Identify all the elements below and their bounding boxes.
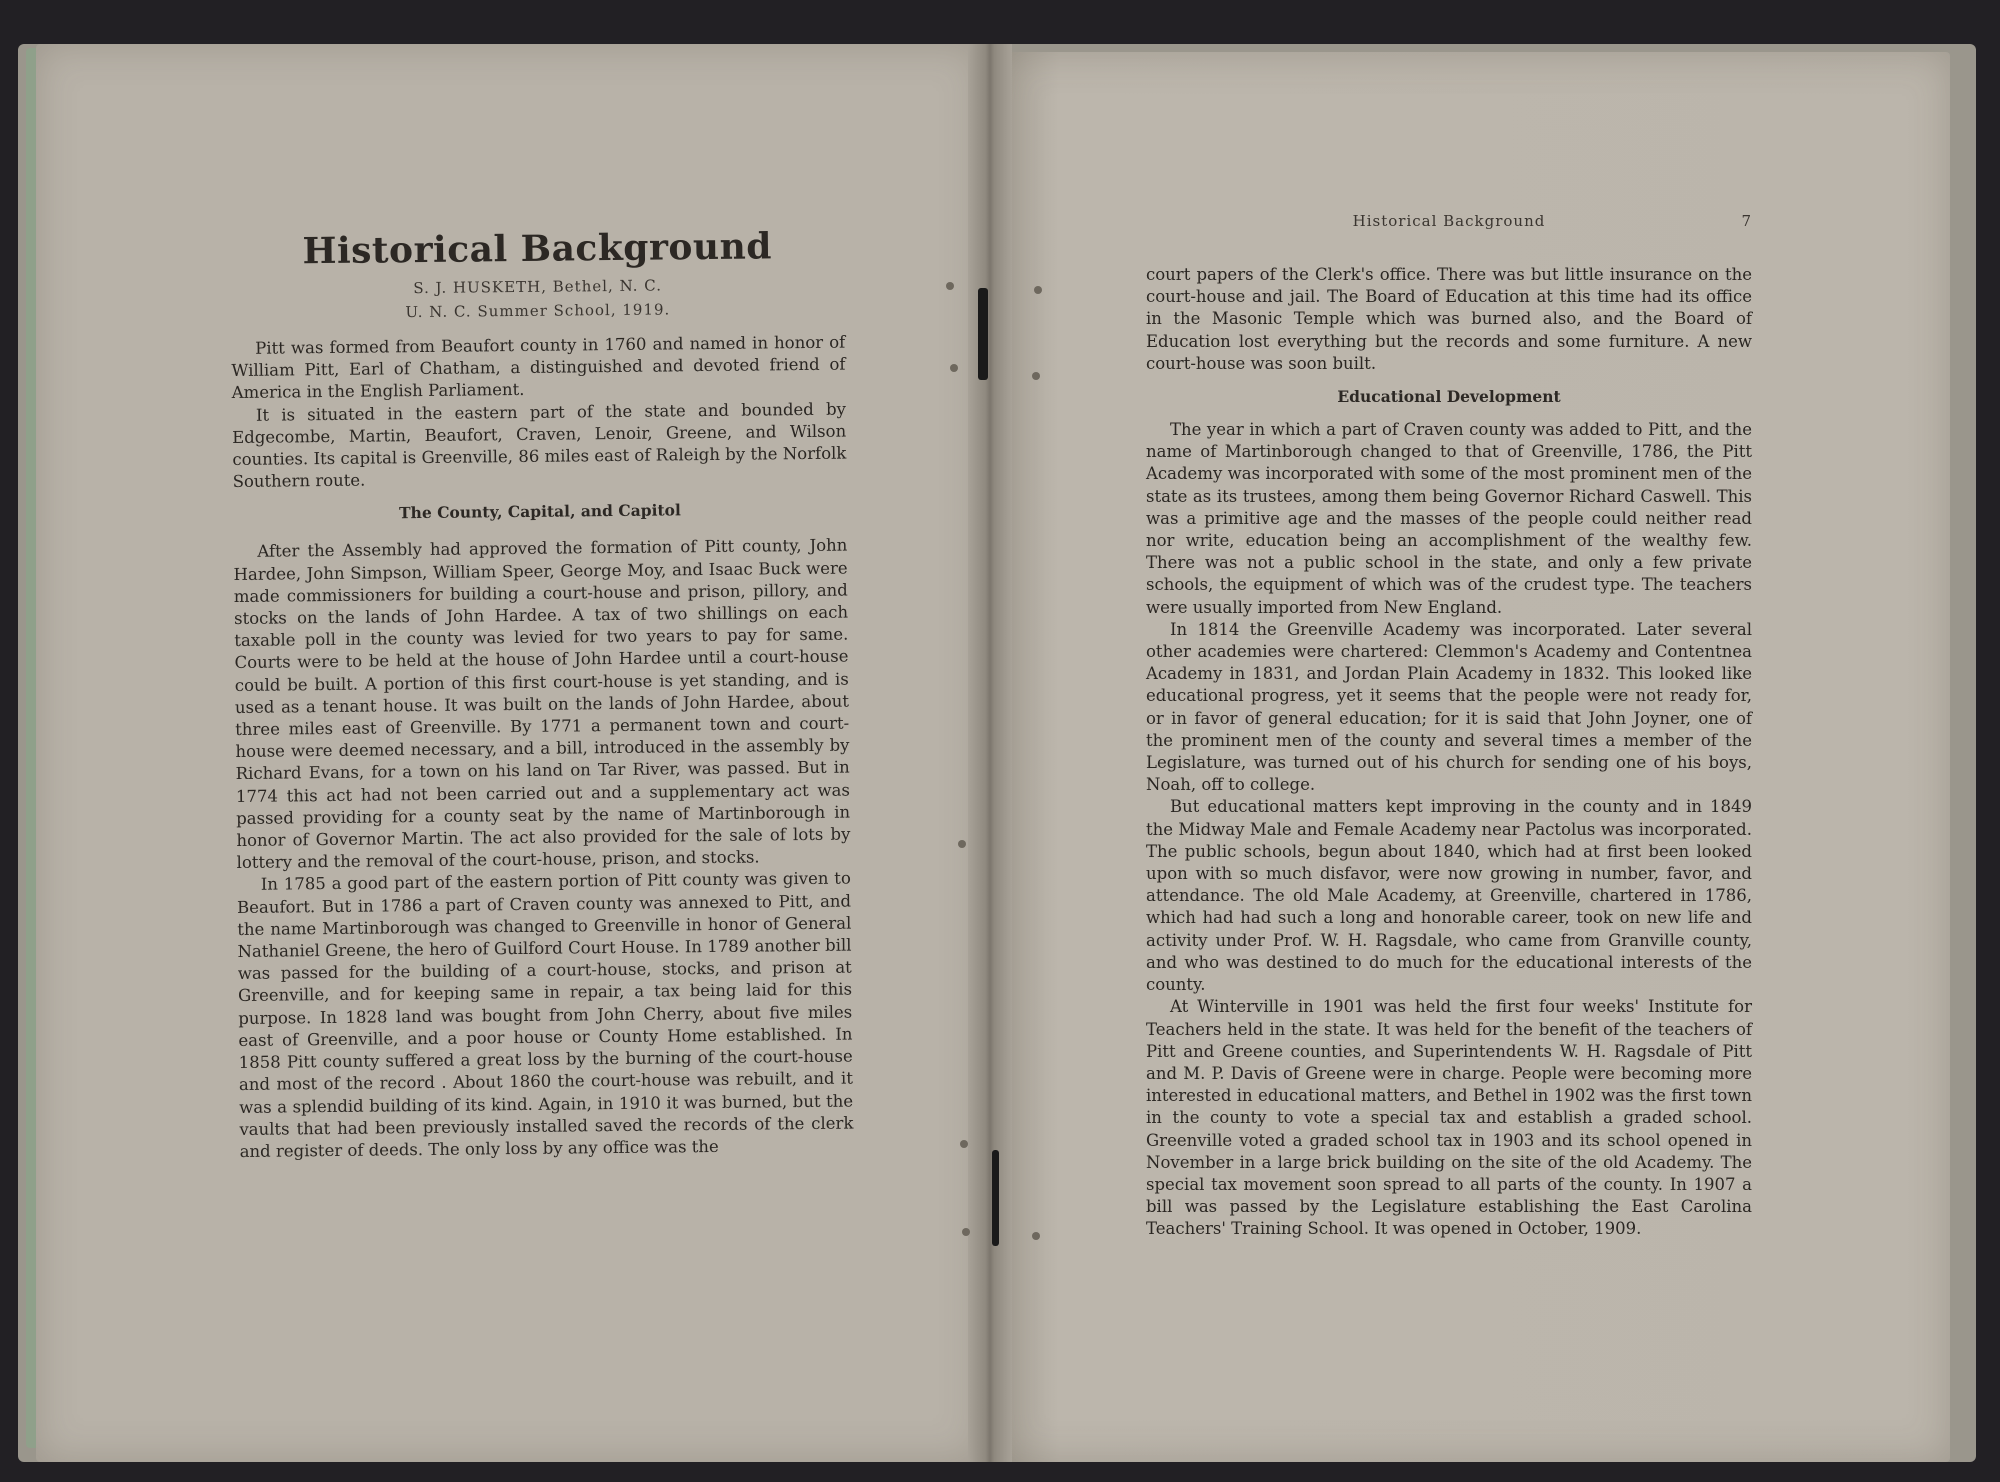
staple-bottom bbox=[992, 1150, 999, 1246]
stitch-hole bbox=[1032, 372, 1040, 380]
stitch-hole bbox=[1032, 1232, 1040, 1240]
body-paragraph: In 1814 the Greenville Academy was incorporated. Later several other academies were chartered: Clemmon's Academy and Contentnea Academy in 1831, and Jordan Plain Academy in 1832. This looked like educational progress, yet it seems that the people were not ready for, or in favor of general education; for it is said that John Joyner, one of the prominent men of the county and several times a member of the Legislature, was turned out of his church for sending one of his boys, Noah, off to college. bbox=[1146, 619, 1752, 795]
book-gutter bbox=[968, 44, 1012, 1462]
body-paragraph: After the Assembly had approved the formation of Pitt county, John Hardee, John Simpson, William Speer, George Moy, and Isaac Buck were made commissioners for building a court-house and prison, pillory, and stocks on the lands of John Hardee. A tax of two shillings on each taxable poll in the county was levied for two years to pay for same. Courts were to be held at the house of John Hardee until a court-house could be built. A portion of this first court-house is yet standing, and is used as a tenant house. It was built on the lands of John Hardee, about three miles east of Greenville. By 1771 a permanent town and court-house were deemed necessary, and a bill, introduced in the assembly by Richard Evans, for a town on his land on Tar River, was passed. But in 1774 this act had not been carried out and a supplementary act was passed providing for a county seat by the name of Martinborough in honor of Governor Martin. The act also provided for the sale of lots by lottery and the removal of the court-house, prison, and stocks. bbox=[233, 535, 851, 873]
body-paragraph: At Winterville in 1901 was held the first four weeks' Institute for Teachers held in the state. It was held for the benefit of the teachers of Pitt and Greene counties, and Superintendents W. H. Ragsdale of Pitt and M. P. Davis of Greene were in charge. People were becoming more interested in educational matters, and Bethel in 1902 was the first town in the county to vote a special tax and establish a graded school. Greenville voted a graded school tax in 1903 and its school opened in November in a large brick building on the site of the old Academy. The special tax movement soon spread to all parts of the county. In 1907 a bill was passed by the Legislature establishing the East Carolina Teachers' Training School. It was opened in October, 1909. bbox=[1146, 997, 1752, 1239]
stitch-hole bbox=[950, 364, 958, 372]
stitch-hole bbox=[1034, 286, 1042, 294]
author-line: S. J. HUSKETH, Bethel, N. C. bbox=[413, 276, 663, 298]
section-heading: Educational Development bbox=[1337, 387, 1561, 407]
section-heading: The County, Capital, and Capitol bbox=[398, 500, 681, 523]
body-paragraph: The year in which a part of Craven county was added to Pitt, and the name of Martinborough changed to that of Greenville, 1786, the Pitt Academy was incorporated with some of the most prominent men of the state as its trustees, among them being Governor Richard Caswell. This was a primitive age and the masses of the people could neither read nor write, education being an accomplishment of the wealthy few. There was not a public school in the state, and only a few private schools, the equipment of which was of the crudest type. The teachers were usually imported from New England. bbox=[1146, 420, 1752, 617]
intro-paragraph: It is situated in the eastern part of the state and bounded by Edgecombe, Martin, Beaufort, Craven, Lenoir, Greene, and Wilson counties. Its capital is Greenville, 86 miles east of Raleigh by the Norfolk Southern route. bbox=[232, 399, 847, 492]
continuation-paragraph: court papers of the Clerk's office. There was but little insurance on the court-house and jail. The Board of Education at this time had its office in the Masonic Temple which was burned also, and the Board of Education lost everything but the records and some furniture. A new court-house was soon built. bbox=[1146, 265, 1752, 373]
stitch-hole bbox=[958, 840, 966, 848]
right-page-content bbox=[1146, 264, 1752, 1241]
left-page-content bbox=[230, 224, 854, 1163]
school-line: U. N. C. Summer School, 1919. bbox=[405, 300, 671, 322]
body-paragraph: In 1785 a good part of the eastern portion of Pitt county was given to Beaufort. But in 1786 a part of Craven county was annexed to Pitt, and the name Martinborough was changed to Greenville in honor of General Nathaniel Greene, the hero of Guilford Court House. In 1789 another bill was passed for the building of a court-house, stocks, and prison at Greenville, and for keeping same in repair, a tax being laid for this purpose. In 1828 land was bought from John Cherry, about five miles east of Greenville, and a poor house or County Home established. In 1858 Pitt county suffered a great loss by the burning of the court-house and most of the record . About 1860 the court-house was rebuilt, and it was a splendid building of its kind. Again, in 1910 it was burned, but the vaults that had been previously installed saved the records of the clerk and register of deeds. The only loss by any office was the bbox=[236, 869, 854, 1161]
page-title: Historical Background bbox=[302, 225, 773, 273]
staple-top bbox=[978, 288, 988, 380]
body-paragraph: But educational matters kept improving in the county and in 1849 the Midway Male and Female Academy near Pactolus was incorporated. The public schools, begun about 1840, which had at first been looked upon with so much disfavor, were now growing in number, favor, and attendance. The old Male Academy, at Greenville, chartered in 1786, which had had such a long and honorable career, took on new life and activity under Prof. W. H. Ragsdale, who came from Granville county, and who was destined to do much for the educational interests of the county. bbox=[1146, 797, 1752, 995]
intro-paragraph: Pitt was formed from Beaufort county in 1760 and named in honor of William Pitt, Earl of Chatham, a distinguished and devoted friend of America in the English Parliament. bbox=[231, 332, 846, 403]
running-head-title: Historical Background bbox=[1352, 212, 1546, 230]
stitch-hole bbox=[946, 282, 954, 290]
page-number: 7 bbox=[1741, 212, 1752, 230]
stitch-hole bbox=[962, 1228, 970, 1236]
stitch-hole bbox=[960, 1140, 968, 1148]
